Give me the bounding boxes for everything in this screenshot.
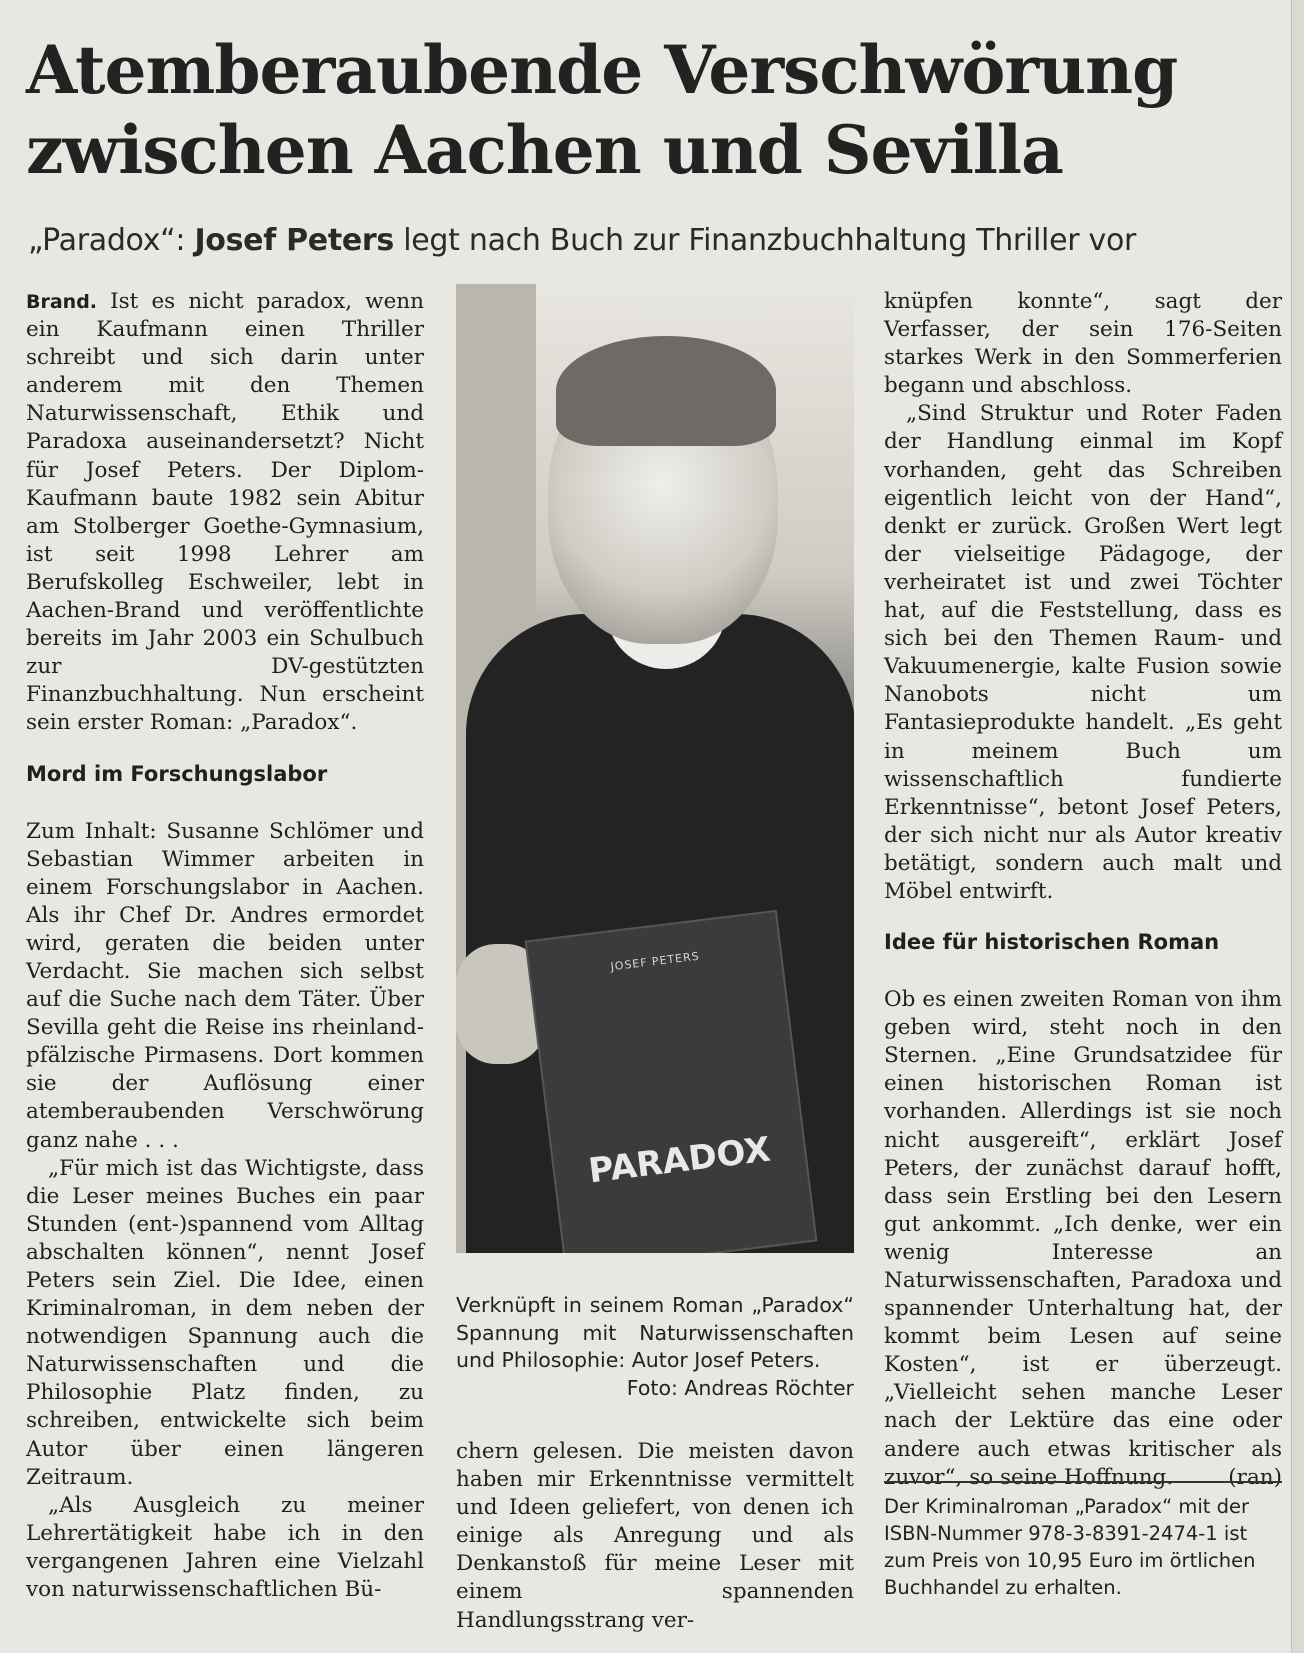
photo-credit: Foto: Andreas Röchter: [626, 1375, 854, 1400]
subheadline: [28, 222, 1268, 260]
paragraph-inhalt: Zum Inhalt: Susanne Schlömer und Sebastian Wimmer arbeiten in einem Forschungslabor in Aachen. Als ihr Chef Dr. Andres ermordet wird, geraten die beiden unter Verdacht. Sie machen sich selbst auf die Suche nach dem Täter. Über Sevilla geht die Reise ins rheinland-pfälzische Pirmasens. Dort kommen sie der Auflösung einer atemberaubenden Verschwörung ganz nahe . . .: [26, 818, 424, 1153]
page-edge: [1291, 0, 1304, 1653]
dateline: Brand.: [26, 291, 98, 313]
book-title: PARADOX: [586, 1129, 773, 1192]
book-author: JOSEF PETERS: [609, 949, 701, 974]
section-heading-idee: Idee für historischen Roman: [884, 930, 1220, 955]
col3-p3-text: Ob es einen zweiten Roman von ihm geben wird, steht noch in den Sternen. „Eine Grundsatzidee für einen historischen Roman ist vorhanden. Allerdings ist sie noch nicht ausgereift“, erklärt Josef Peters, der zunächst darauf hofft, dass sein Erstling bei den Lesern gut ankommt. „Ich denke, wer ein wenig Interesse an Naturwissenschaften, Paradoxa und spannender Unterhaltung hat, der kommt beim Lesen auf seine Kosten“, ist er überzeugt. „Vielleicht sehen manche Leser nach der Lektüre das eine oder andere auch etwas kritischer als zuvor“, so seine Hoffnung.: [884, 987, 1282, 1490]
book-cover: [525, 910, 818, 1253]
paragraph-col2: chern gelesen. Die meisten davon haben mir Erkenntnisse vermittelt und Ideen geliefert, von denen ich einige als Anregung und als Denkanstoß für meine Leser mit einem spannenden Handlungsstrang ver-: [456, 1439, 854, 1633]
column-1: [26, 288, 424, 1604]
subhead-post: legt nach Buch zur Finanzbuchhaltung Thriller vor: [393, 223, 1137, 258]
column-2: [456, 1438, 854, 1635]
section-heading-mord: Mord im Forschungslabor: [26, 761, 328, 786]
book-info-text: Der Kriminalroman „Paradox“ mit der ISBN-Nummer 978-3-8391-2474-1 ist zum Preis von 10,95 Euro im örtlichen Buchhandel zu erhalten.: [884, 1495, 1256, 1599]
headline: [26, 30, 1246, 190]
caption-text: Verknüpft in seinem Roman „Paradox“ Spannung mit Naturwissenschaften und Philosophie: Autor Josef Peters.: [456, 1293, 854, 1372]
column-3: [884, 288, 1282, 1492]
subhead-name: Josef Peters: [194, 223, 394, 258]
paragraph-quote-2: „Als Ausgleich zu meiner Lehrertätigkeit habe ich in den vergangenen Jahren eine Vielzahl von naturwissenschaftlichen Bü-: [26, 1492, 424, 1603]
book-info-box: [884, 1481, 1282, 1601]
intro-text: Ist es nicht paradox, wenn ein Kaufmann einen Thriller schreibt und sich darin unter anderem mit den Themen Naturwissenschaft, Ethik und Paradoxa auseinandersetzt? Nicht für Josef Peters. Der Diplom-Kaufmann baute 1982 sein Abitur am Stolberger Goethe-Gymnasium, ist seit 1998 Lehrer am Berufskolleg Eschweiler, lebt in Aachen-Brand und veröffentlichte bereits im Jahr 2003 ein Schulbuch zur DV-gestützten Finanzbuchhaltung. Nun erscheint sein erster Roman: „Paradox“.: [26, 289, 424, 736]
author-signature: (ran): [1228, 1464, 1282, 1490]
paragraph-col3-3: [884, 986, 1282, 1492]
paragraph-col3-2: „Sind Struktur und Roter Faden der Handlung einmal im Kopf vorhanden, geht das Schreiben eigentlich leicht von der Hand“, denkt er zurück. Großen Wert legt der vielseitige Pädagoge, der verheiratet ist und zwei Töchter hat, auf die Feststellung, dass es sich bei den Themen Raum- und Vakuumenergie, kalte Fusion sowie Nanobots nicht um Fantasieprodukte handelt. „Es geht in meinem Buch um wissenschaftlich fundierte Erkenntnisse“, betont Josef Peters, der sich nicht nur als Autor kreativ betätigt, sondern auch malt und Möbel entwirft.: [884, 401, 1282, 904]
headline-line-1: Atemberaubende Verschwörung: [26, 31, 1178, 109]
paragraph-intro: [26, 288, 424, 738]
author-photo: [456, 284, 854, 1253]
headline-line-2: zwischen Aachen und Sevilla: [26, 111, 1063, 189]
paragraph-quote-1: „Für mich ist das Wichtigste, dass die Leser meines Buches ein paar Stunden (ent-)spannend vom Alltag abschalten können“, nennt Josef Peters sein Ziel. Die Idee, einen Kriminalroman, in dem neben der notwendigen Spannung auch die Naturwissenschaften und die Philosophie Platz finden, zu schreiben, entwickelte sich beim Autor über einen längeren Zeitraum.: [26, 1155, 424, 1490]
photo-caption: [456, 1292, 854, 1402]
subhead-pre: „Paradox“:: [28, 223, 195, 258]
paragraph-col3-1: knüpfen konnte“, sagt der Verfasser, der sein 176-Seiten starkes Werk in den Sommerferien begann und abschloss.: [884, 289, 1282, 399]
